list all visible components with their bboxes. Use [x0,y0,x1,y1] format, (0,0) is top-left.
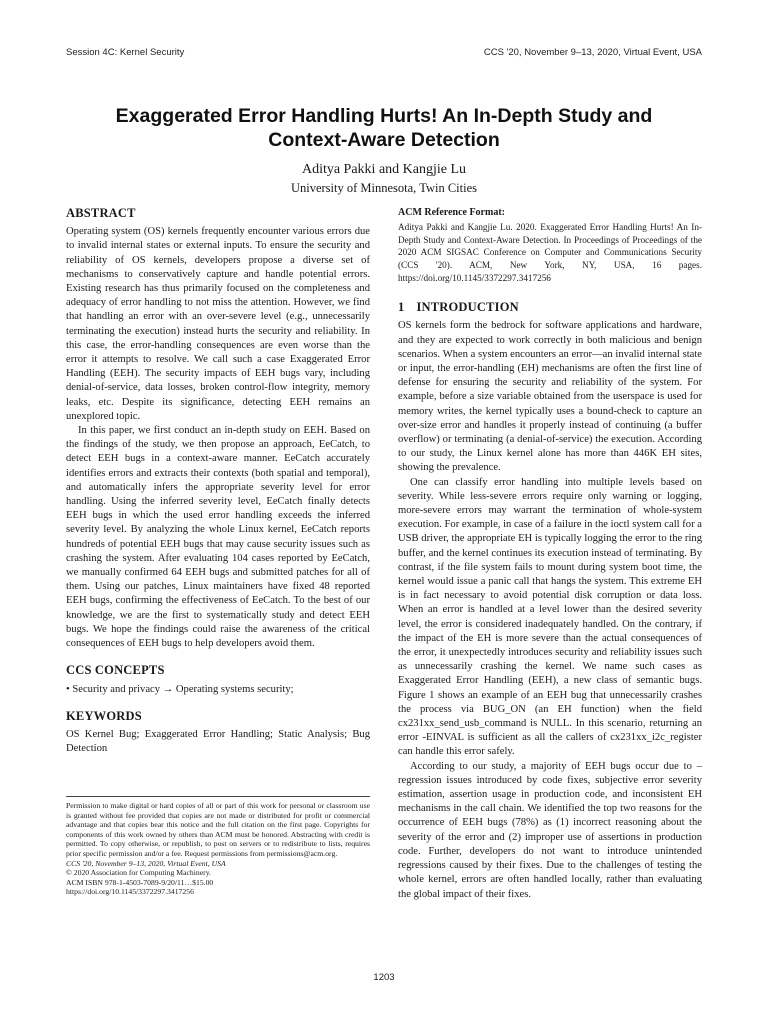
paper-authors: Aditya Pakki and Kangjie Lu [301,162,467,177]
introduction-paragraph-1: OS kernels form the bedrock for software applications and hardware, and they are expected to work correctly in both malicious and benign scenarios. When a system encounters an error—an invalid internal state or input, the error-handling (EH) mechanisms are often the first line of defense for ensuring the security and reliability of the system. For example, before a size variable obtained from the userspace is used for memory writes, the kernel typically uses a bound-check to capture an over-size error and handles it properly instead of continuing (a buffer overflow) or terminating (a denial-of-service) the execution. According to our study, the Linux kernel alone has more than 446K EH sites, showing the prevalence. [398,320,702,474]
introduction-title: INTRODUCTION [416,300,519,315]
permission-venue: CCS '20, November 9–13, 2020, Virtual Event, USA [66,858,226,868]
keywords-text: OS Kernel Bug; Exaggerated Error Handling; Static Analysis; Bug Detection [66,728,370,755]
permission-isbn: ACM ISBN 978-1-4503-7089-9/20/11…$15.00 [66,877,214,887]
page-number: 1203 [373,972,395,983]
paper-title-line-1: Exaggerated Error Handling Hurts! An In-Depth Study and [115,105,653,127]
permission-doi-link[interactable]: https://doi.org/10.1145/3372297.3417256 [66,887,194,897]
introduction-paragraph-3: According to our study, a majority of EEH bugs occur due to – regression issues introduced by code fixes, subjective error severity estimation, assertion usage in production code, and inconsistent EH mechanisms in the call chain. We identified the top two reasons for the occurrence of EEH bugs (78%) as (1) incorrect reasoning about the severity of the error and (2) improper use of assertions in production code. Further, developers do not want to introduce unintended regressions caused by their fixes. Due to the challenges of testing the whole kernel, errors are often handled locally, rather than evaluating the global impact of their fixes. [398,760,702,900]
ccs-concepts-section [66,663,370,696]
ccs-concepts-heading: CCS CONCEPTS [66,663,165,678]
acm-reference-heading: ACM Reference Format: [398,207,505,218]
permission-copyright: © 2020 Association for Computing Machinery. [66,868,211,878]
paper-affiliation: University of Minnesota, Twin Cities [290,181,478,195]
introduction-number: 1 [398,300,405,315]
running-header-session: Session 4C: Kernel Security [66,47,185,58]
paper-title [66,104,702,152]
abstract-heading: ABSTRACT [66,206,136,220]
permission-text: Permission to make digital or hard copies of all or part of this work for personal or classroom use is granted without fee provided that copies are not made or distributed for profit or commercial advantage and that copies bear this notice and the full citation on the first page. Copyrights for components of this work owned by others than ACM must be honored. Abstracting with credit is permitted. To copy otherwise, or republish, to post on servers or to redistribute to lists, requires prior specific permission and/or a fee. Request permissions from permissions@acm.org. [66,801,370,858]
left-column [66,206,370,756]
keywords-heading: KEYWORDS [66,708,142,723]
acm-reference-text: Aditya Pakki and Kangjie Lu. 2020. Exaggerated Error Handling Hurts! An In-Depth Study and Context-Aware Detection. In Proceedings of Proceedings of the 2020 ACM SIGSAC Conference on Computer and Communications Security (CCS '20). ACM, New York, NY, USA, 16 pages. https://doi.org/10.1145/3372297.3417256 [398,222,702,283]
introduction-heading [398,300,702,314]
introduction-section [398,300,702,902]
introduction-paragraph-2: One can classify error handling into multiple levels based on severity. While less-severe errors require only warning or logging, more-severe errors may warrant the termination of whole-system execution. For example, in case of a failure in the ioctl system call for a USB driver, the appropriate EH is typically logging the error to the ring buffer, and the kernel continues its execution instead of terminating. By contrast, if the file system fails to mount during system boot time, the kernel would issue a panic call that hangs the system. This extreme EH is in fact necessary to avoid potential disk corruption or data loss. When an error is handled at a level lower than the desired severity level, the error is considered inadequately handled. On the contrary, if the impact of the EH is more severe than the actual consequences of the error, it unexpectedly introduces security and reliability issues such as unnecessarily crashing the kernel. We name such cases as Exaggerated Error Handling (EEH), a new class of semantic bugs. Figure 1 shows an example of an EEH bug that unnecessarily crashes the process via BUG_ON (an EH function) when the field cx231xx_send_usb_command is NULL. In this scenario, returning an error -EINVAL is sufficient as all the callers of cx231xx_i2c_register can handle this error safely. [398,476,702,758]
right-column [398,206,702,902]
abstract-paragraph-2: In this paper, we first conduct an in-depth study on EEH. Based on the findings of the study, we then propose an approach, EeCatch, to detect EEH bugs in a context-aware manner. EeCatch accurately identifies errors and extracts their contexts (both spatial and temporal), and automatically infers the appropriate severity level for error handling. Using the inferred severity level, EeCatch finally detects EEH bugs in which the used error handling exceeds the inferred severity level. By analyzing the whole Linux kernel, EeCatch reports hundreds of potential EEH bugs that may cause security issues such as crashing the system. After evaluating 104 cases reported by EeCatch, we manually confirmed 64 EEH bugs and submitted patches for all of them. Using our patches, Linux maintainers have fixed 48 reported EEH bugs, confirming the effectiveness of EeCatch. To the best of our knowledge, we are the first to systematically study and detect EEH bugs. We hope the findings could raise the awareness of the critical consequences of EEH bugs to help developers avoid them. [66,425,370,650]
ccs-concepts-text: • Security and privacy → Operating systems security; [66,683,294,695]
running-header-venue: CCS '20, November 9–13, 2020, Virtual Event, USA [483,47,702,58]
keywords-section [66,709,370,757]
permission-footnote [66,796,370,897]
paper-title-line-2: Context-Aware Detection [268,129,500,151]
abstract-paragraph-1: Operating system (OS) kernels frequently encounter various errors due to invalid internal states or external inputs. To ensure the security and reliability of OS kernels, developers propose a diverse set of mechanisms to conservatively capture and handle potential errors. Existing research has thus primarily focused on the completeness and adequacy of error handling to not miss the attention. However, we find that handling an error with an over-severe level (e.g., unnecessarily terminating the execution) instead hurts the security and reliability. In this case, the error-handling consequences are even worse than the error it attempts to resolve. We call such a case Exaggerated Error Handling (EEH). The security impacts of EEH bugs vary, including denial-of-service, data losses, broken control-flow integrity, memory leaks, etc. Despite its significance, detecting EEH remains an unexplored topic. [66,226,370,422]
